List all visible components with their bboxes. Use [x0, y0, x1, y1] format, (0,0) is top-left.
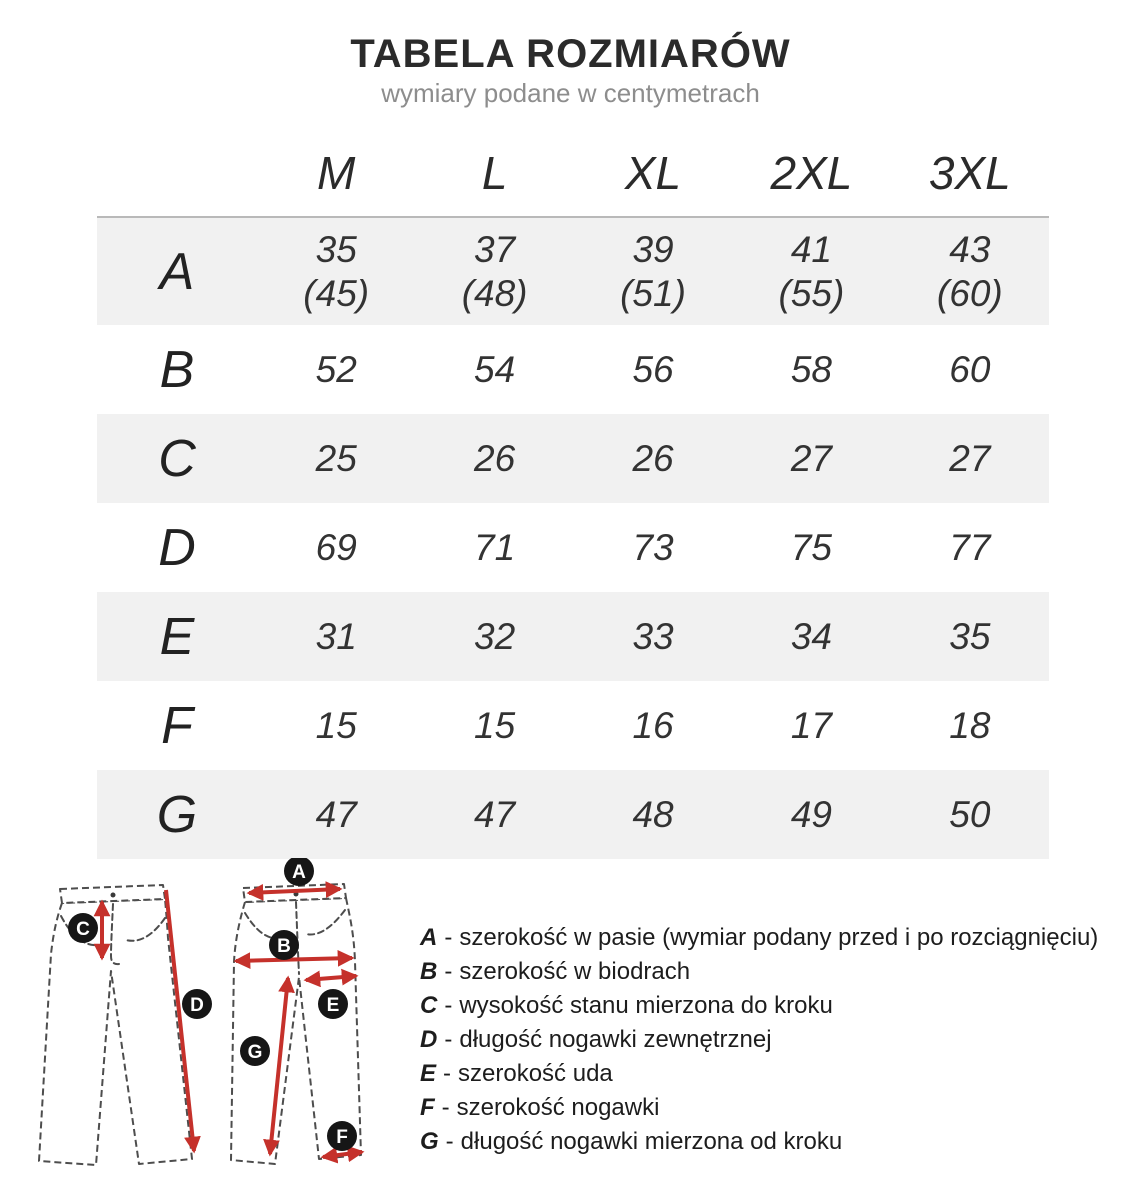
cell-alt-value: (55) — [778, 272, 845, 314]
table-row-g — [97, 770, 1049, 859]
legend-letter: E — [420, 1060, 437, 1087]
row-label: F — [161, 696, 193, 755]
legend-text: długość nogawki zewnętrznej — [459, 1026, 772, 1053]
legend-dash: - — [444, 992, 453, 1019]
cell-alt-value: (60) — [936, 272, 1003, 314]
table-row-e — [97, 592, 1049, 681]
legend-text: długość nogawki mierzona od kroku — [460, 1128, 843, 1155]
table-cell: 26 — [474, 437, 516, 479]
cell-value: 35 — [315, 228, 357, 270]
legend-letter: C — [420, 992, 438, 1019]
legend-item-g — [420, 1125, 1135, 1159]
table-cell: 17 — [790, 704, 832, 746]
table-cell: 49 — [790, 793, 832, 835]
column-header-l: L — [481, 147, 508, 199]
pants-front-right — [231, 858, 362, 1164]
legend-letter: G — [420, 1128, 439, 1155]
table-cell — [732, 228, 890, 316]
table-row-b — [97, 325, 1049, 414]
marker-c-letter: C — [76, 919, 90, 940]
cell-value: 39 — [632, 228, 674, 270]
legend-letter: A — [420, 924, 438, 951]
table-cell: 60 — [949, 348, 991, 390]
table-cell — [257, 228, 415, 316]
table-cell: 27 — [790, 437, 832, 479]
cell-value: 43 — [949, 228, 991, 270]
measurement-legend — [420, 921, 1135, 1159]
table-cell: 18 — [949, 704, 991, 746]
marker-b-letter: B — [277, 936, 291, 957]
row-label: A — [159, 242, 195, 301]
cell-value: 41 — [790, 228, 832, 270]
table-cell: 77 — [949, 526, 991, 568]
legend-dash: - — [444, 1026, 453, 1053]
table-cell: 33 — [632, 615, 674, 657]
table-cell: 47 — [474, 793, 516, 835]
pants-front-left — [39, 885, 212, 1165]
table-cell: 25 — [315, 437, 357, 479]
column-header-2xl: 2XL — [770, 147, 853, 199]
legend-text: szerokość uda — [458, 1060, 613, 1087]
table-cell: 47 — [315, 793, 357, 835]
page-title: TABELA ROZMIARÓW — [350, 32, 791, 76]
legend-letter: D — [420, 1026, 438, 1053]
table-row-f — [97, 681, 1049, 770]
marker-a-letter: A — [292, 862, 306, 883]
table-cell: 54 — [474, 348, 516, 390]
legend-letter: F — [420, 1094, 435, 1121]
table-cell: 31 — [315, 615, 357, 657]
table-cell — [415, 228, 573, 316]
table-cell — [891, 228, 1049, 316]
table-row-d — [97, 503, 1049, 592]
legend-item-d — [420, 1023, 1135, 1057]
table-row-a — [97, 218, 1049, 325]
legend-text: wysokość stanu mierzona do kroku — [459, 992, 833, 1019]
legend-text: szerokość nogawki — [456, 1094, 660, 1121]
size-table — [97, 130, 1049, 859]
table-cell: 69 — [315, 526, 357, 568]
legend-item-a — [420, 921, 1135, 955]
row-label: D — [158, 518, 196, 577]
row-label: B — [159, 340, 195, 399]
legend-item-b — [420, 955, 1135, 989]
legend-dash: - — [443, 1060, 452, 1087]
table-cell: 15 — [315, 704, 357, 746]
table-cell: 15 — [474, 704, 516, 746]
column-header-3xl: 3XL — [928, 147, 1011, 199]
cell-value: 37 — [474, 228, 516, 270]
marker-e-letter: E — [326, 995, 340, 1016]
legend-dash: - — [444, 958, 453, 985]
table-cell: 50 — [949, 793, 991, 835]
table-cell: 71 — [474, 526, 516, 568]
marker-g-letter: G — [247, 1042, 263, 1063]
marker-f-letter: F — [336, 1127, 348, 1148]
legend-letter: B — [420, 958, 438, 985]
legend-dash: - — [445, 1128, 454, 1155]
row-label: C — [158, 429, 196, 488]
legend-item-c — [420, 989, 1135, 1023]
header — [0, 32, 1141, 108]
table-cell — [574, 228, 732, 316]
cell-alt-value: (48) — [461, 272, 528, 314]
table-header-row — [97, 130, 1049, 218]
table-cell: 16 — [632, 704, 674, 746]
table-cell: 35 — [949, 615, 991, 657]
table-cell: 73 — [632, 526, 674, 568]
marker-d-letter: D — [190, 995, 204, 1016]
table-row-c — [97, 414, 1049, 503]
table-cell: 34 — [790, 615, 832, 657]
pants-outline — [39, 899, 192, 1165]
waist-button — [111, 893, 116, 898]
legend-dash: - — [441, 1094, 450, 1121]
column-header-m: M — [317, 147, 356, 199]
row-label: G — [156, 785, 198, 844]
table-cell: 52 — [315, 348, 357, 390]
table-cell: 48 — [632, 793, 674, 835]
legend-text: szerokość w biodrach — [459, 958, 691, 985]
column-header-xl: XL — [624, 147, 682, 199]
legend-item-f — [420, 1091, 1135, 1125]
page-subtitle: wymiary podane w centymetrach — [381, 78, 760, 108]
table-cell: 32 — [474, 615, 516, 657]
legend-item-e — [420, 1057, 1135, 1091]
cell-alt-value: (45) — [303, 272, 370, 314]
pants-diagram — [18, 858, 418, 1200]
legend-dash: - — [444, 924, 453, 951]
row-label: E — [159, 607, 195, 666]
legend-text: szerokość w pasie (wymiar podany przed i po rozciągnięciu) — [459, 924, 1099, 951]
table-cell: 58 — [790, 348, 832, 390]
table-cell: 26 — [632, 437, 674, 479]
cell-alt-value: (51) — [620, 272, 686, 314]
table-cell: 27 — [949, 437, 991, 479]
table-cell: 75 — [790, 526, 832, 568]
table-cell: 56 — [632, 348, 674, 390]
